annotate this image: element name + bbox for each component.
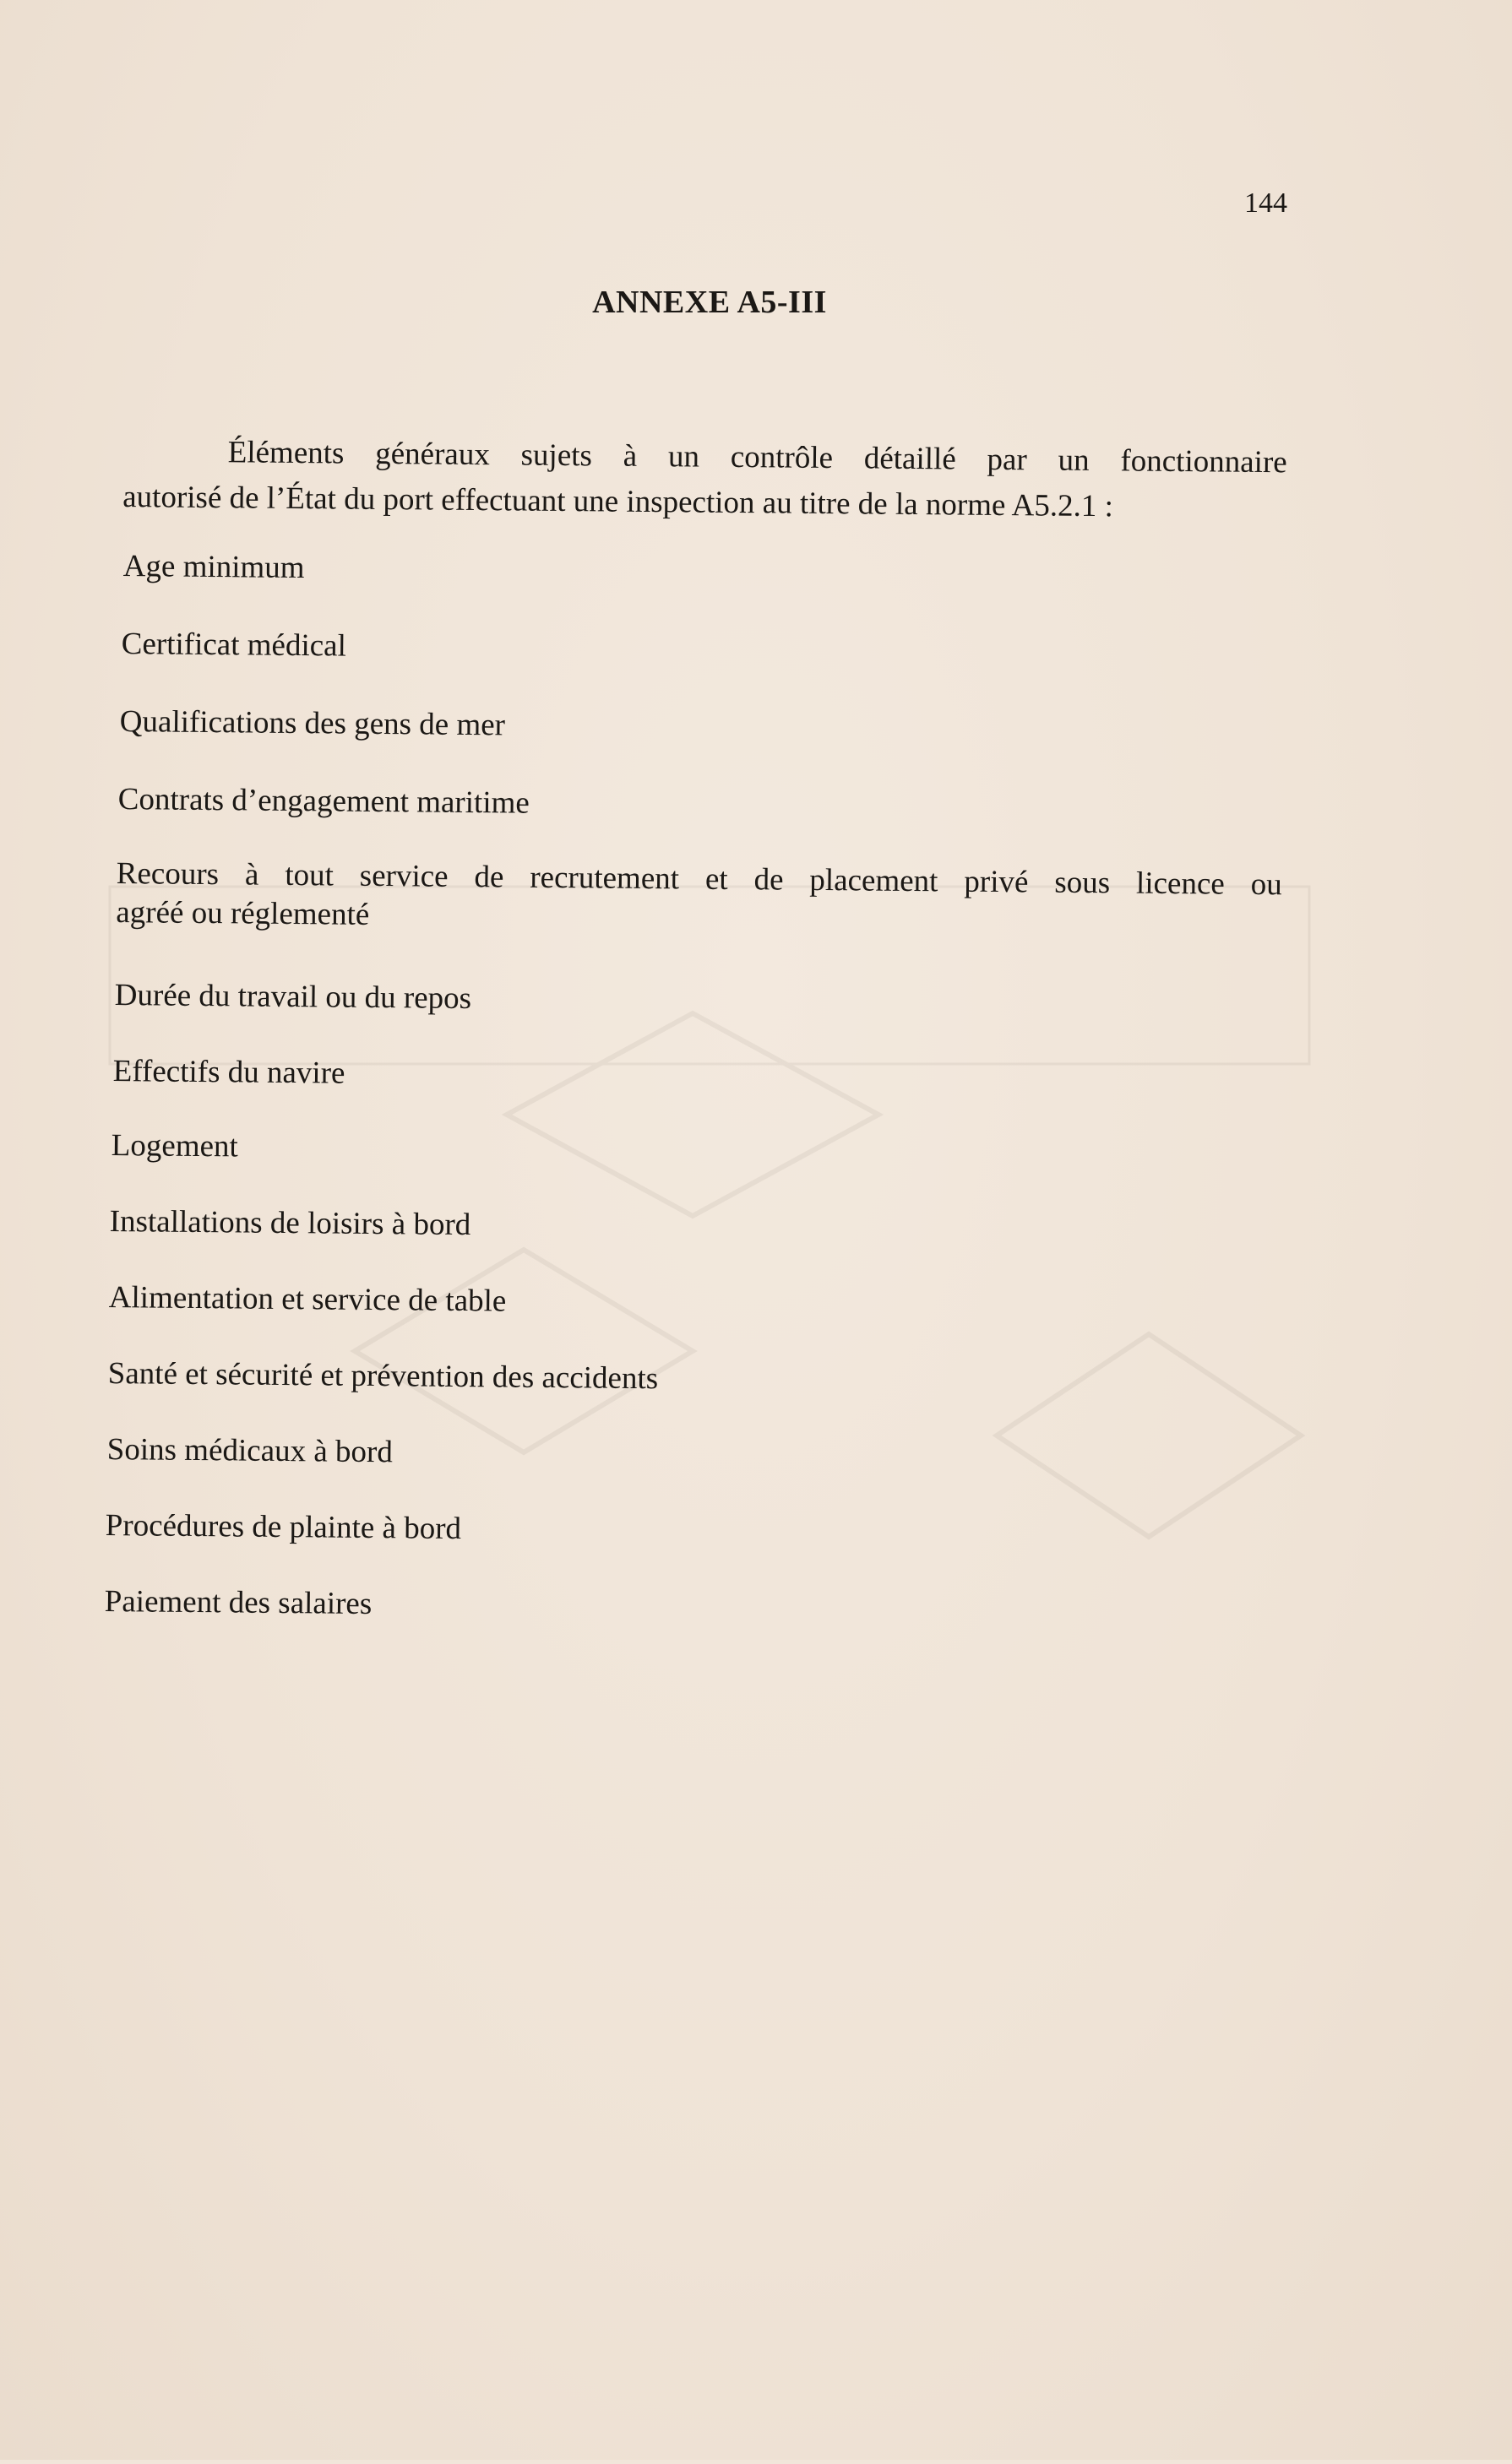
list-item: Paiement des salaires <box>104 1583 373 1622</box>
list-item-line-1: Recours à tout service de recrutement et de placement privé sous licence ou <box>116 855 1282 903</box>
list-item: Procédures de plainte à bord <box>105 1507 462 1547</box>
intro-line-1: Éléments généraux sujets à un contrôle détaillé par un fonctionnaire <box>227 435 1287 480</box>
list-item: Santé et sécurité et prévention des accidents <box>107 1355 659 1397</box>
list-item <box>116 855 1282 943</box>
page-number: 144 <box>1244 187 1287 219</box>
list-item: Installations de loisirs à bord <box>109 1203 471 1243</box>
list-item: Contrats d’engagement maritime <box>117 781 530 821</box>
list-item: Alimentation et service de table <box>108 1279 507 1319</box>
list-item-line-2: agréé ou réglementé <box>116 894 370 932</box>
list-item: Age minimum <box>122 548 305 586</box>
list-item: Logement <box>111 1127 238 1164</box>
list-item: Durée du travail ou du repos <box>114 977 472 1017</box>
list-item: Soins médicaux à bord <box>106 1431 394 1470</box>
annex-title: ANNEXE A5-III <box>592 285 827 320</box>
list-item: Qualifications des gens de mer <box>119 703 506 743</box>
intro-line-2: autorisé de l’État du port effectuant une inspection au titre de la norme A5.2.1 : <box>122 479 1114 524</box>
list-item: Certificat médical <box>121 626 347 664</box>
list-item: Effectifs du navire <box>112 1053 345 1091</box>
